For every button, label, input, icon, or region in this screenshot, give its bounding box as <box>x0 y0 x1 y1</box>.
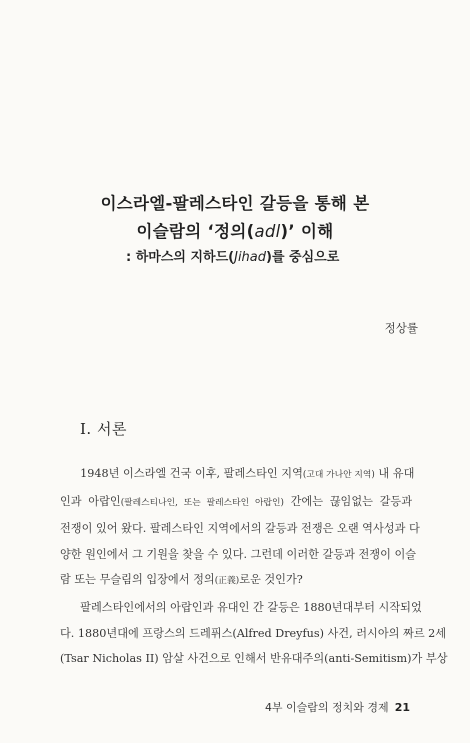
paragraph-1-line-1 <box>60 461 415 489</box>
p1-l1-tail: 내 유대 <box>374 467 415 480</box>
author-name: 정상률 <box>384 321 418 335</box>
paragraph-1-line-2 <box>60 489 412 517</box>
title-line-2-pre: 이슬람의 ‘정의( <box>136 222 255 241</box>
subtitle-term-jihad: Jihad <box>234 250 267 265</box>
section-heading: I. 서론 <box>80 420 127 438</box>
title-line-1 <box>0 190 470 218</box>
article-subtitle <box>126 246 339 265</box>
title-term-adl: adl <box>254 222 281 241</box>
subtitle-post: )를 중심으로 <box>266 250 340 265</box>
paragraph-2-line-2: 다. 1880년대에 프랑스의 드레퓌스(Alfred Dreyfus) 사건, 러시아의 짜르 2세 <box>60 626 447 640</box>
p1-l2-tail: 간에는 끊임없는 갈등과 <box>283 494 412 508</box>
p1-l5-tail: 로운 것인가? <box>239 573 303 587</box>
title-line-1-text: 이스라엘-팔레스타인 갈등을 통해 본 <box>100 194 370 213</box>
paragraph-2 <box>60 595 448 672</box>
p1-l5-hanja: (正義) <box>214 576 240 587</box>
body-text <box>60 461 448 672</box>
paragraph-2-line-1: 팔레스타인에서의 아랍인과 유대인 간 갈등은 1880년대부터 시작되었 <box>80 600 422 614</box>
paragraph-1 <box>60 461 420 595</box>
subtitle-pre: : 하마스의 지하드( <box>126 250 235 265</box>
page-footer <box>265 699 410 715</box>
p1-l2-note: (팔레스티나인, 또는 팔레스타인 아랍인) <box>120 497 284 508</box>
p1-l1-text: 1948년 이스라엘 건국 이후, 팔레스타인 지역 <box>80 467 303 480</box>
title-line-2 <box>0 218 470 246</box>
p1-l1-note: (고대 가나안 지역) <box>302 470 375 480</box>
paragraph-2-line-3: (Tsar Nicholas II) 암살 사건으로 인해서 반유대주의(anti-Semitism)가 부상 <box>60 652 448 666</box>
page-number: 21 <box>394 701 410 714</box>
paragraph-1-line-3: 전쟁이 있어 왔다. 팔레스타인 지역에서의 갈등과 전쟁은 오랜 역사성과 다 <box>60 522 420 536</box>
paragraph-1-line-4: 양한 원인에서 그 기원을 찾을 수 있다. 그런데 이러한 갈등과 전쟁이 이슬 <box>60 547 417 561</box>
p1-l2-text: 인과 아랍인 <box>60 494 121 508</box>
p1-l5-text: 람 또는 무슬림의 입장에서 정의 <box>60 573 215 587</box>
paragraph-1-line-5 <box>60 567 412 595</box>
running-head: 4부 이슬람의 정치와 경제 <box>264 701 389 714</box>
title-line-2-post: )’ 이해 <box>280 222 334 241</box>
article-title <box>0 190 470 246</box>
